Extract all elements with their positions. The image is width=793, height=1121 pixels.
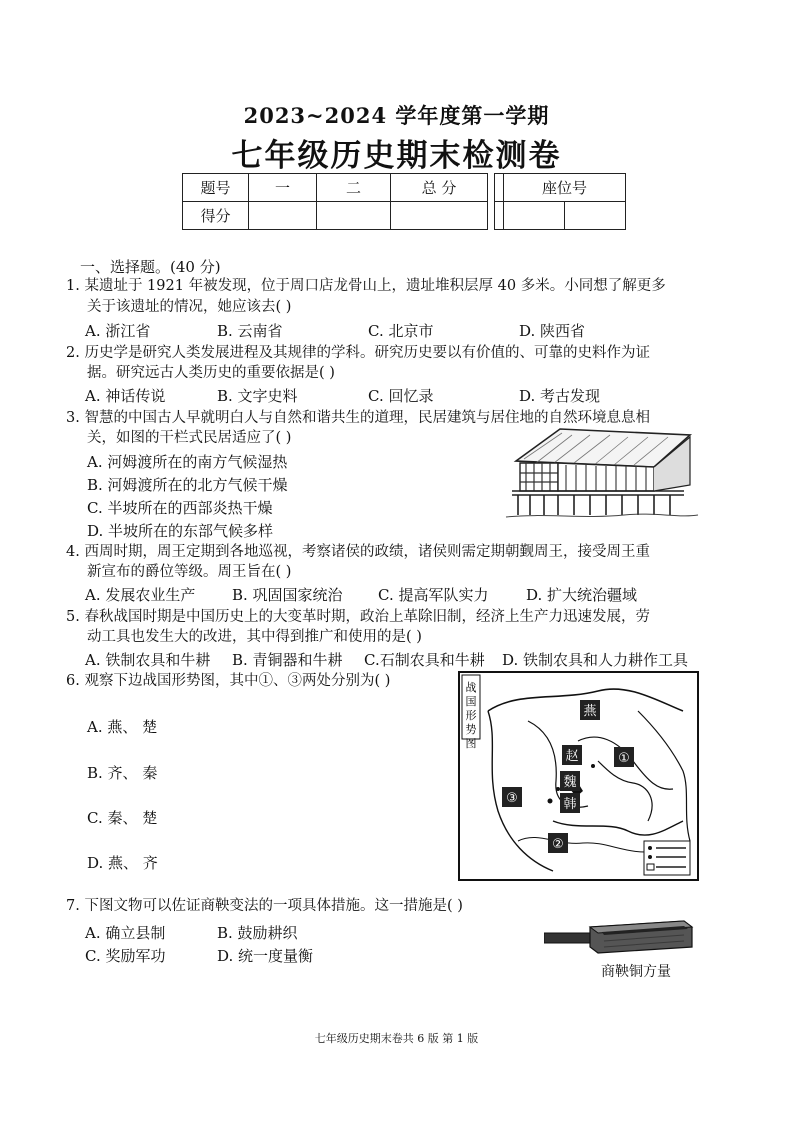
q5-option-a[interactable]: A. 铁制农具和牛耕 bbox=[85, 651, 211, 669]
table-gap-inner bbox=[495, 174, 504, 202]
q1-option-a[interactable]: A. 浙江省 bbox=[85, 322, 151, 340]
q7-option-d[interactable]: D. 统一度量衡 bbox=[217, 947, 314, 965]
q2-option-d[interactable]: D. 考古发现 bbox=[519, 387, 601, 405]
map-title-char-5: 图 bbox=[465, 737, 477, 750]
q6-option-b[interactable]: B. 齐、 秦 bbox=[87, 764, 158, 782]
q6-option-a[interactable]: A. 燕、 楚 bbox=[87, 718, 158, 736]
question-3-line-1: 3. 智慧的中国古人早就明白人与自然和谐共生的道理，民居建筑与居住地的自然环境息息相 bbox=[66, 410, 650, 426]
table-gap bbox=[488, 202, 495, 230]
map-marker-2: ② bbox=[552, 837, 564, 852]
q6-option-c[interactable]: C. 秦、 楚 bbox=[87, 809, 158, 827]
page-footer: 七年级历史期末卷共 6 版 第 1 版 bbox=[314, 1032, 479, 1045]
bronze-measure-image bbox=[544, 917, 694, 957]
q4-option-d[interactable]: D. 扩大统治疆域 bbox=[526, 586, 638, 604]
map-title-char-2: 国 bbox=[465, 695, 477, 708]
q5-option-d[interactable]: D. 铁制农具和人力耕作工具 bbox=[502, 651, 689, 669]
q3-option-b[interactable]: B. 河姆渡所在的北方气候干燥 bbox=[87, 476, 288, 494]
exam-term-line: 2023~2024 学年度第一学期 bbox=[243, 103, 550, 128]
q3-option-c[interactable]: C. 半坡所在的西部炎热干燥 bbox=[87, 499, 273, 517]
state-label-yan: 燕 bbox=[583, 704, 597, 719]
q2-option-c[interactable]: C. 回忆录 bbox=[368, 387, 434, 405]
question-2-line-2: 据。研究远古人类历史的重要依据是( ) bbox=[87, 365, 335, 381]
question-2-line-1: 2. 历史学是研究人类发展进程及其规律的学科。研究历史要以有价值的、可靠的史料作为证 bbox=[66, 345, 650, 361]
q1-option-b[interactable]: B. 云南省 bbox=[217, 322, 283, 340]
question-5-line-1: 5. 春秋战国时期是中国历史上的大变革时期，政治上革除旧制，经济上生产力迅速发展，劳 bbox=[66, 609, 650, 625]
seat-number-header: 座位号 bbox=[504, 174, 626, 202]
score-header-cell: 总 分 bbox=[391, 174, 488, 202]
q2-option-a[interactable]: A. 神话传说 bbox=[85, 387, 166, 405]
map-marker-1: ① bbox=[618, 751, 630, 766]
score-input-cell[interactable] bbox=[391, 202, 488, 230]
state-label-han: 韩 bbox=[563, 797, 577, 812]
q3-option-d[interactable]: D. 半坡所在的东部气候多样 bbox=[87, 522, 274, 540]
q7-option-c[interactable]: C. 奖励军功 bbox=[85, 947, 166, 965]
question-1-line-2: 关于该遗址的情况，她应该去( ) bbox=[87, 299, 292, 315]
score-header-cell: 题号 bbox=[183, 174, 249, 202]
question-3-line-2: 关，如图的干栏式民居适应了( ) bbox=[87, 430, 292, 446]
table-gap-inner bbox=[495, 202, 504, 230]
q7-option-a[interactable]: A. 确立县制 bbox=[85, 924, 166, 942]
score-header-cell: 二 bbox=[317, 174, 391, 202]
seat-number-cell[interactable] bbox=[565, 202, 626, 230]
question-5-line-2: 动工具也发生大的改进，其中得到推广和使用的是( ) bbox=[87, 629, 422, 645]
question-1-line-1: 1. 某遗址于 1921 年被发现，位于周口店龙骨山上，遗址堆积层厚 40 多米。小同想了解更多 bbox=[66, 278, 666, 294]
score-input-cell[interactable] bbox=[317, 202, 391, 230]
q3-option-a[interactable]: A. 河姆渡所在的南方气候湿热 bbox=[87, 453, 288, 471]
map-title-char-1: 战 bbox=[465, 681, 477, 694]
question-4-line-1: 4. 西周时期，周王定期到各地巡视，考察诸侯的政绩，诸侯则需定期朝觐周王，接受周王重 bbox=[66, 544, 650, 560]
q4-option-b[interactable]: B. 巩固国家统治 bbox=[232, 586, 343, 604]
section-heading: 一、选择题。(40 分) bbox=[80, 258, 221, 276]
q1-option-d[interactable]: D. 陕西省 bbox=[519, 322, 586, 340]
q4-option-a[interactable]: A. 发展农业生产 bbox=[85, 586, 196, 604]
state-label-wei: 魏 bbox=[563, 775, 577, 790]
state-label-zhao: 赵 bbox=[565, 749, 579, 764]
warring-states-map bbox=[458, 671, 699, 881]
question-6-line-1: 6. 观察下边战国形势图，其中①、③两处分别为( ) bbox=[66, 673, 391, 689]
table-gap bbox=[488, 174, 495, 202]
question-4-line-2: 新宣布的爵位等级。周王旨在( ) bbox=[87, 564, 292, 580]
score-header-cell: 一 bbox=[249, 174, 317, 202]
q1-option-c[interactable]: C. 北京市 bbox=[368, 322, 434, 340]
score-label-cell: 得分 bbox=[183, 202, 249, 230]
score-input-cell[interactable] bbox=[249, 202, 317, 230]
question-7-line-1: 7. 下图文物可以佐证商鞅变法的一项具体措施。这一措施是( ) bbox=[66, 898, 463, 914]
artifact-caption: 商鞅铜方量 bbox=[601, 964, 671, 980]
q7-option-b[interactable]: B. 鼓励耕织 bbox=[217, 924, 298, 942]
q5-option-b[interactable]: B. 青铜器和牛耕 bbox=[232, 651, 343, 669]
q4-option-c[interactable]: C. 提高军队实力 bbox=[378, 586, 489, 604]
q2-option-b[interactable]: B. 文字史料 bbox=[217, 387, 298, 405]
q5-option-c[interactable]: C.石制农具和牛耕 bbox=[364, 651, 485, 669]
map-title-char-3: 形 bbox=[465, 709, 477, 722]
map-title-char-4: 势 bbox=[465, 723, 477, 736]
map-marker-3: ③ bbox=[506, 791, 518, 806]
seat-number-cell[interactable] bbox=[504, 202, 565, 230]
exam-title: 七年级历史期末检测卷 bbox=[231, 138, 562, 174]
q6-option-d[interactable]: D. 燕、 齐 bbox=[87, 854, 158, 872]
score-table bbox=[182, 173, 626, 230]
stilt-house-image bbox=[504, 425, 700, 521]
